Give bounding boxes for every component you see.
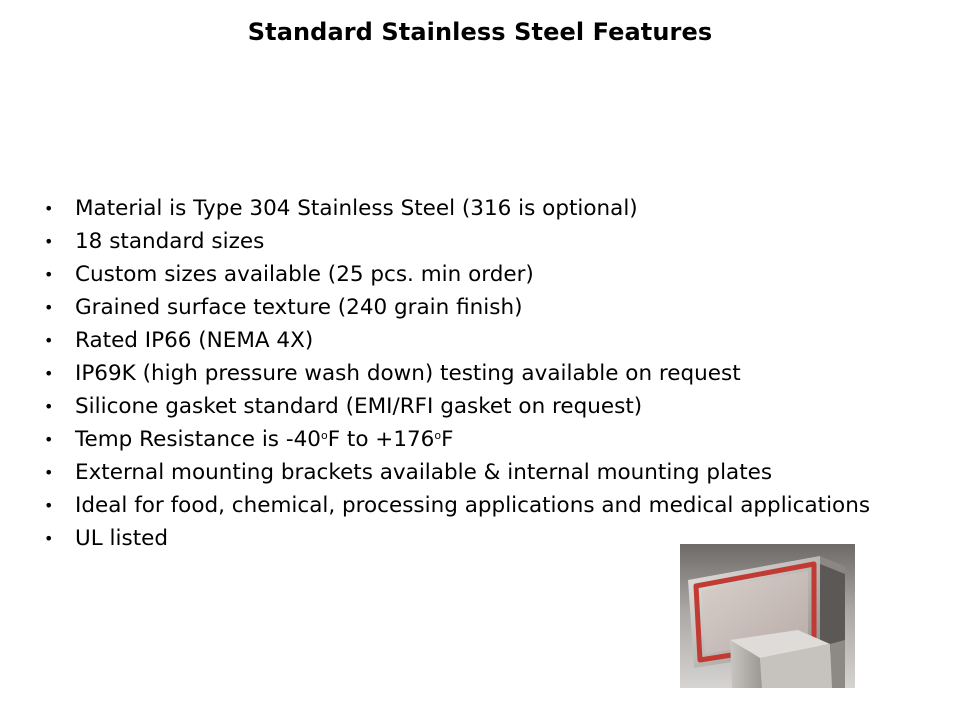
temp-suffix: F [441, 427, 454, 452]
list-item-text: UL listed [75, 526, 169, 551]
list-item-text: Ideal for food, chemical, processing applications and medical applications [75, 493, 871, 518]
list-item [44, 295, 924, 320]
list-item-text: External mounting brackets available & internal mounting plates [75, 460, 773, 485]
feature-list [44, 196, 924, 559]
list-item-text [75, 427, 453, 452]
list-item-text: Rated IP66 (NEMA 4X) [75, 328, 314, 353]
list-item [44, 394, 924, 419]
list-item [44, 229, 924, 254]
list-item-text: Material is Type 304 Stainless Steel (316 is optional) [75, 196, 638, 221]
list-item-text: Silicone gasket standard (EMI/RFI gasket on request) [75, 394, 643, 419]
slide-title: Standard Stainless Steel Features [247, 18, 713, 46]
bullet-icon: • [44, 430, 54, 449]
bullet-icon: • [44, 397, 54, 416]
bullet-icon: • [44, 364, 54, 383]
list-item-text: IP69K (high pressure wash down) testing available on request [75, 361, 741, 386]
bullet-icon: • [44, 298, 54, 317]
list-item [44, 262, 924, 287]
bullet-icon: • [44, 265, 54, 284]
temp-middle: F to +176 [327, 427, 435, 452]
list-item-text: Grained surface texture (240 grain finish) [75, 295, 523, 320]
enclosure-photo [680, 544, 855, 688]
list-item-temp [44, 427, 924, 452]
bullet-icon: • [44, 331, 54, 350]
degree-symbol: o [320, 429, 328, 442]
list-item [44, 460, 924, 485]
list-item [44, 328, 924, 353]
list-item-text: Custom sizes available (25 pcs. min order) [75, 262, 534, 287]
list-item [44, 196, 924, 221]
bullet-icon: • [44, 232, 54, 251]
list-item [44, 493, 924, 518]
bullet-icon: • [44, 529, 54, 548]
degree-symbol: o [434, 429, 442, 442]
list-item-text: 18 standard sizes [75, 229, 265, 254]
temp-prefix: Temp Resistance is -40 [75, 427, 321, 452]
list-item [44, 361, 924, 386]
bullet-icon: • [44, 199, 54, 218]
bullet-icon: • [44, 496, 54, 515]
bullet-icon: • [44, 463, 54, 482]
